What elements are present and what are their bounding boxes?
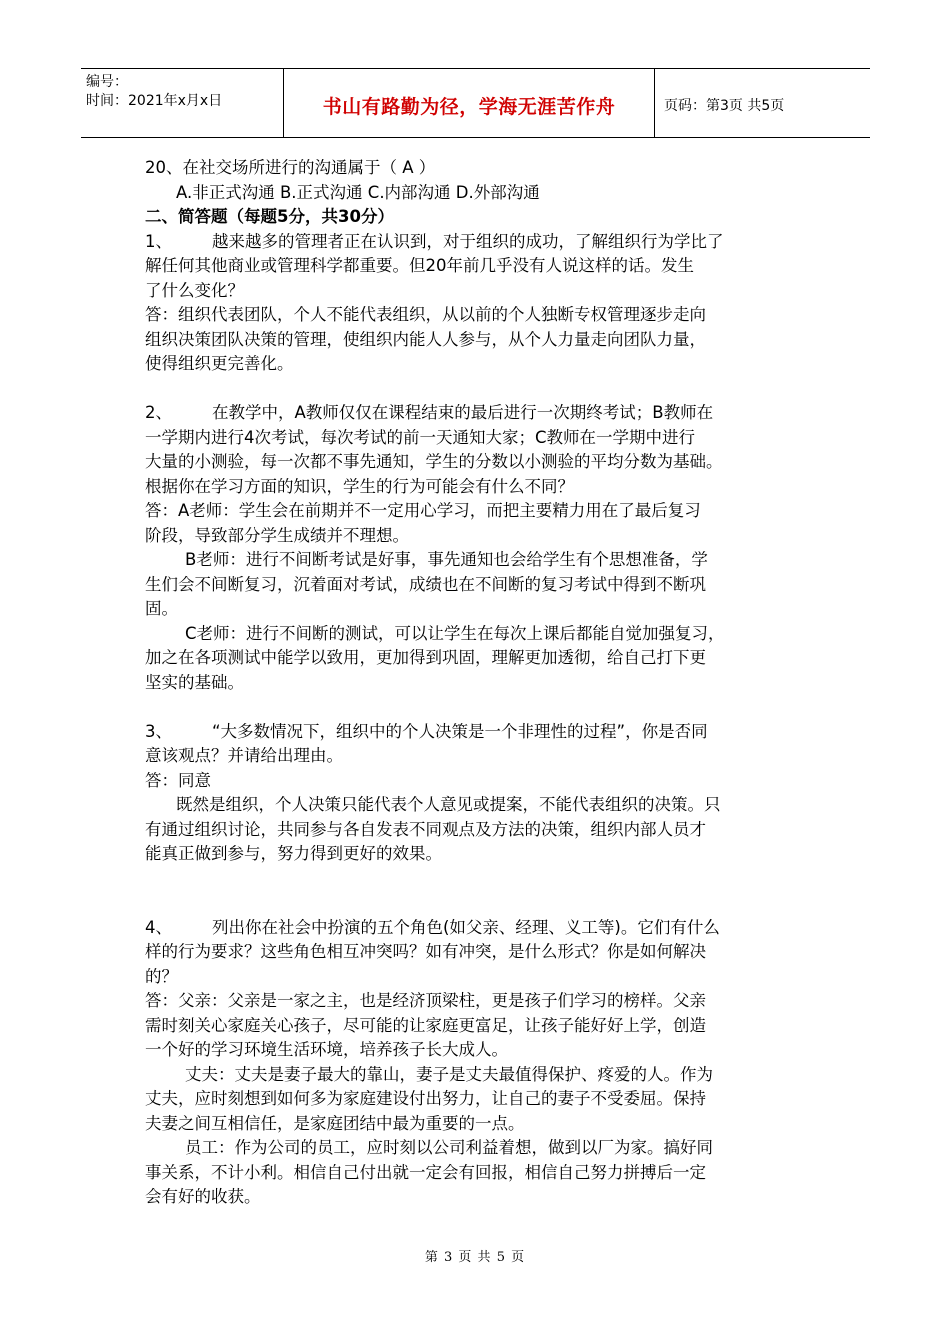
page-footer: 第 3 页 共 5 页 <box>424 1250 526 1265</box>
q2-answer-c-0: C老师：进行不间断的测试，可以让学生在每次上课后都能自觉加强复习， <box>185 623 725 643</box>
q1-answer-line-0: 答：组织代表团队，个人不能代表组织，从以前的个人独断专权管理逐步走向 <box>145 305 706 324</box>
q4-answer-father-0: 答：父亲：父亲是一家之主，也是经济顶梁柱，更是孩子们学习的榜样。父亲 <box>145 991 706 1010</box>
header-motto: 书山有路勤为径，学海无涯苦作舟 <box>284 69 655 137</box>
header-page-number: 页码：第3页 共5页 <box>664 98 785 114</box>
q3-answer-label: 答：同意 <box>145 770 211 790</box>
q3-answer-1: 有通过组织讨论，共同参与各自发表不同观点及方法的决策，组织内部人员才 <box>145 819 706 839</box>
q2-line-3: 根据你在学习方面的知识，学生的行为可能会有什么不同？ <box>145 476 574 496</box>
document-time-label: 时间：2021年x月x日 <box>86 93 223 109</box>
q4-number: 4、 <box>145 917 172 937</box>
q2-answer-b-2: 固。 <box>145 599 178 618</box>
q4-answer-husband-2: 夫妻之间互相信任，是家庭团结中最为重要的一点。 <box>145 1113 525 1133</box>
q4-answer-employee-2: 会有好的收获。 <box>145 1187 261 1206</box>
q4-line-1: 样的行为要求？这些角色相互冲突吗？如有冲突，是什么形式？你是如何解决 <box>145 942 706 961</box>
q4-answer-husband-0: 丈夫：丈夫是妻子最大的靠山，妻子是丈夫最值得保护、疼爱的人。作为 <box>185 1064 713 1084</box>
q3-line-0: 3、 “大多数情况下，组织中的个人决策是一个非理性的过程”，你是否同 <box>145 721 708 741</box>
section-title: 二、简答题（每题5分，共30分） <box>145 207 394 226</box>
q1-answer-line-2: 使得组织更完善化。 <box>145 354 294 373</box>
q2-line-2: 大量的小测验，每一次都不事先通知，学生的分数以小测验的平均分数为基础。 <box>145 452 723 471</box>
q3-line-1: 意该观点？并请给出理由。 <box>145 746 343 765</box>
q2-line-1: 一学期内进行4次考试，每次考试的前一天通知大家；C教师在一学期中进行 <box>145 427 696 447</box>
q3-answer-0: 既然是组织，个人决策只能代表个人意见或提案，不能代表组织的决策。只 <box>176 795 721 814</box>
q20-options: A.非正式沟通 B.正式沟通 C.内部沟通 D.外部沟通 <box>176 182 540 202</box>
page-header <box>81 68 870 138</box>
q1-line-0: 1、 越来越多的管理者正在认识到，对于组织的成功，了解组织行为学比了 <box>145 231 724 251</box>
document-body <box>145 156 805 1210</box>
document-number-label: 编号： <box>86 74 128 90</box>
q4-answer-father-2: 一个好的学习环境生活环境，培养孩子长大成人。 <box>145 1040 508 1059</box>
q4-line-0: 4、 列出你在社会中扮演的五个角色(如父亲、经理、义工等)。它们有什么 <box>145 917 720 937</box>
q2-answer-a-1: 阶段，导致部分学生成绩并不理想。 <box>145 525 409 545</box>
q4-answer-employee-0: 员工：作为公司的员工，应时刻以公司利益着想，做到以厂为家。搞好同 <box>185 1138 713 1157</box>
q1-answer-line-1: 组织决策团队决策的管理，使组织内能人人参与，从个人力量走向团队力量， <box>145 329 706 349</box>
q4-answer-husband-1: 丈夫，应时刻想到如何多为家庭建设付出努力，让自己的妻子不受委屈。保持 <box>145 1089 706 1108</box>
q3-number: 3、 <box>145 721 172 741</box>
q2-answer-a-0: 答：A老师：学生会在前期并不一定用心学习，而把主要精力用在了最后复习 <box>145 501 701 520</box>
q4-answer-employee-1: 事关系，不计小利。相信自己付出就一定会有回报，相信自己努力拼搏后一定 <box>145 1162 706 1182</box>
q2-answer-c-1: 加之在各项测试中能学以致用，更加得到巩固，理解更加透彻，给自己打下更 <box>145 648 706 667</box>
q2-answer-b-1: 生们会不间断复习，沉着面对考试，成绩也在不间断的复习考试中得到不断巩 <box>145 574 706 594</box>
header-meta <box>81 69 284 137</box>
q2-line-0: 2、 在教学中，A教师仅仅在课程结束的最后进行一次期终考试；B教师在 <box>145 403 714 422</box>
q4-line-2: 的？ <box>145 966 178 986</box>
q2-answer-b-0: B老师：进行不间断考试是好事，事先通知也会给学生有个思想准备，学 <box>185 550 708 569</box>
q3-answer-2: 能真正做到参与，努力得到更好的效果。 <box>145 844 442 863</box>
q1-line-1: 解任何其他商业或管理科学都重要。但20年前几乎没有人说这样的话。发生 <box>145 256 694 275</box>
q1-line-2: 了什么变化？ <box>145 280 244 300</box>
q2-number: 2、 <box>145 403 172 422</box>
q1-number: 1、 <box>145 231 172 251</box>
q20-question: 20、在社交场所进行的沟通属于（ A ） <box>145 158 436 177</box>
q4-answer-father-1: 需时刻关心家庭关心孩子，尽可能的让家庭更富足，让孩子能好好上学，创造 <box>145 1015 706 1035</box>
q2-answer-c-2: 坚实的基础。 <box>145 672 244 692</box>
